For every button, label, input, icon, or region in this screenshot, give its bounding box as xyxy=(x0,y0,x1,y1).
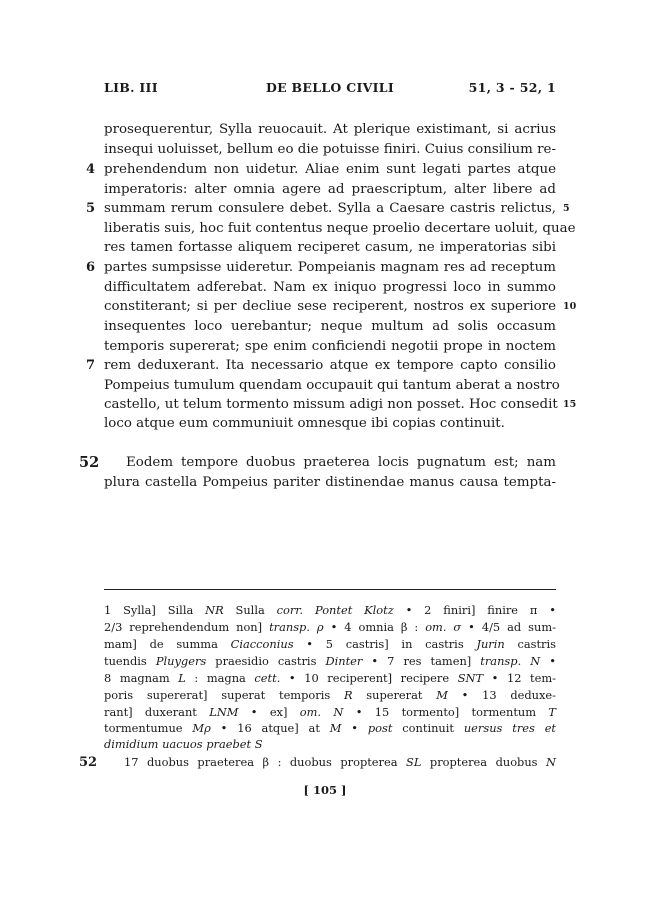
text-line: liberatis suis, hoc fuit contentus neque proelio decertare uoluit, quae xyxy=(104,221,576,236)
text-line: partes sumpsisse uideretur. Pompeianis magnam res ad receptum xyxy=(104,260,556,275)
line-number: 10 xyxy=(563,301,577,312)
footnote-chapter-number: 52 xyxy=(79,755,98,770)
footnote-line: tormentumue Mρ • 16 atque] at M • post continuit uersus tres et xyxy=(104,721,557,735)
line-number: 15 xyxy=(563,399,577,410)
text-line: rem deduxerant. Ita necessario atque ex tempore capto consilio xyxy=(104,358,556,373)
footnote-line: 17 duobus praeterea β : duobus propterea SL propterea duobus N xyxy=(124,755,556,769)
chapter-line: plura castella Pompeius pariter distinendae manus causa tempta- xyxy=(104,475,556,490)
section-number: 7 xyxy=(86,358,96,373)
chapter-line: Eodem tempore duobus praeterea locis pugnatum est; nam xyxy=(126,455,556,470)
text-line: temporis supererat; spe enim conficiendi negotii prope in noctem xyxy=(104,339,556,354)
text-line: castello, ut telum tormento missum adigi non posset. Hoc consedit xyxy=(104,397,558,412)
line-number: 5 xyxy=(563,203,570,214)
text-line: insequi uoluisset, bellum eo die potuisse finiri. Cuius consilium re- xyxy=(104,142,556,157)
footnote-line: poris supererat] superat temporis R supererat M • 13 deduxe- xyxy=(104,688,556,702)
page-number: [ 105 ] xyxy=(303,783,347,797)
text-line: Pompeius tumulum quendam occupauit qui tantum aberat a nostro xyxy=(104,378,560,393)
text-line: loco atque eum communiuit omnesque ibi copias continuit. xyxy=(104,416,505,431)
footnote-line: 2/3 reprehendendum non] transp. ρ • 4 omnia β : om. σ • 4/5 ad sum- xyxy=(104,620,556,634)
text-line: prehendendum non uidetur. Aliae enim sunt legati partes atque xyxy=(104,162,556,177)
book-label: LIB. III xyxy=(104,80,158,95)
chapter-number: 52 xyxy=(79,454,100,471)
section-number: 5 xyxy=(86,201,96,216)
footnote-line: rant] duxerant LNM • ex] om. N • 15 tormento] tormentum T xyxy=(104,705,556,719)
footnote-line: 8 magnam L : magna cett. • 10 reciperent] recipere SNT • 12 tem- xyxy=(104,671,556,685)
chapter-range: 51, 3 - 52, 1 xyxy=(468,80,556,95)
running-header xyxy=(104,80,556,98)
section-number: 6 xyxy=(86,260,96,275)
text-line: insequentes loco uerebantur; neque multum ad solis occasum xyxy=(104,319,556,334)
work-title: DE BELLO CIVILI xyxy=(265,80,395,95)
text-line: prosequerentur, Sylla reuocauit. At plerique existimant, si acrius xyxy=(104,122,556,137)
footnote-rule xyxy=(104,589,556,590)
text-line: difficultatem adferebat. Nam ex iniquo progressi loco in summo xyxy=(104,280,556,295)
footnote-line: tuendis Pluygers praesidio castris Dinter • 7 res tamen] transp. N • xyxy=(104,654,556,668)
footnote-line: mam] de summa Ciacconius • 5 castris] in castris Jurin castris xyxy=(104,637,556,651)
section-number: 4 xyxy=(86,162,96,177)
text-line: summam rerum consulere debet. Sylla a Caesare castris relictus, xyxy=(104,201,556,216)
text-line: res tamen fortasse aliquem reciperet casum, ne imperatorias sibi xyxy=(104,240,556,255)
text-line: imperatoris: alter omnia agere ad praescriptum, alter libere ad xyxy=(104,182,556,197)
text-line: constiterant; si per decliue sese reciperent, nostros ex superiore xyxy=(104,299,556,314)
footnote-line: dimidium uacuos praebet S xyxy=(104,737,263,751)
footnote-line: 1 Sylla] Silla NR Sulla corr. Pontet Klotz • 2 finiri] finire π • xyxy=(104,603,556,617)
